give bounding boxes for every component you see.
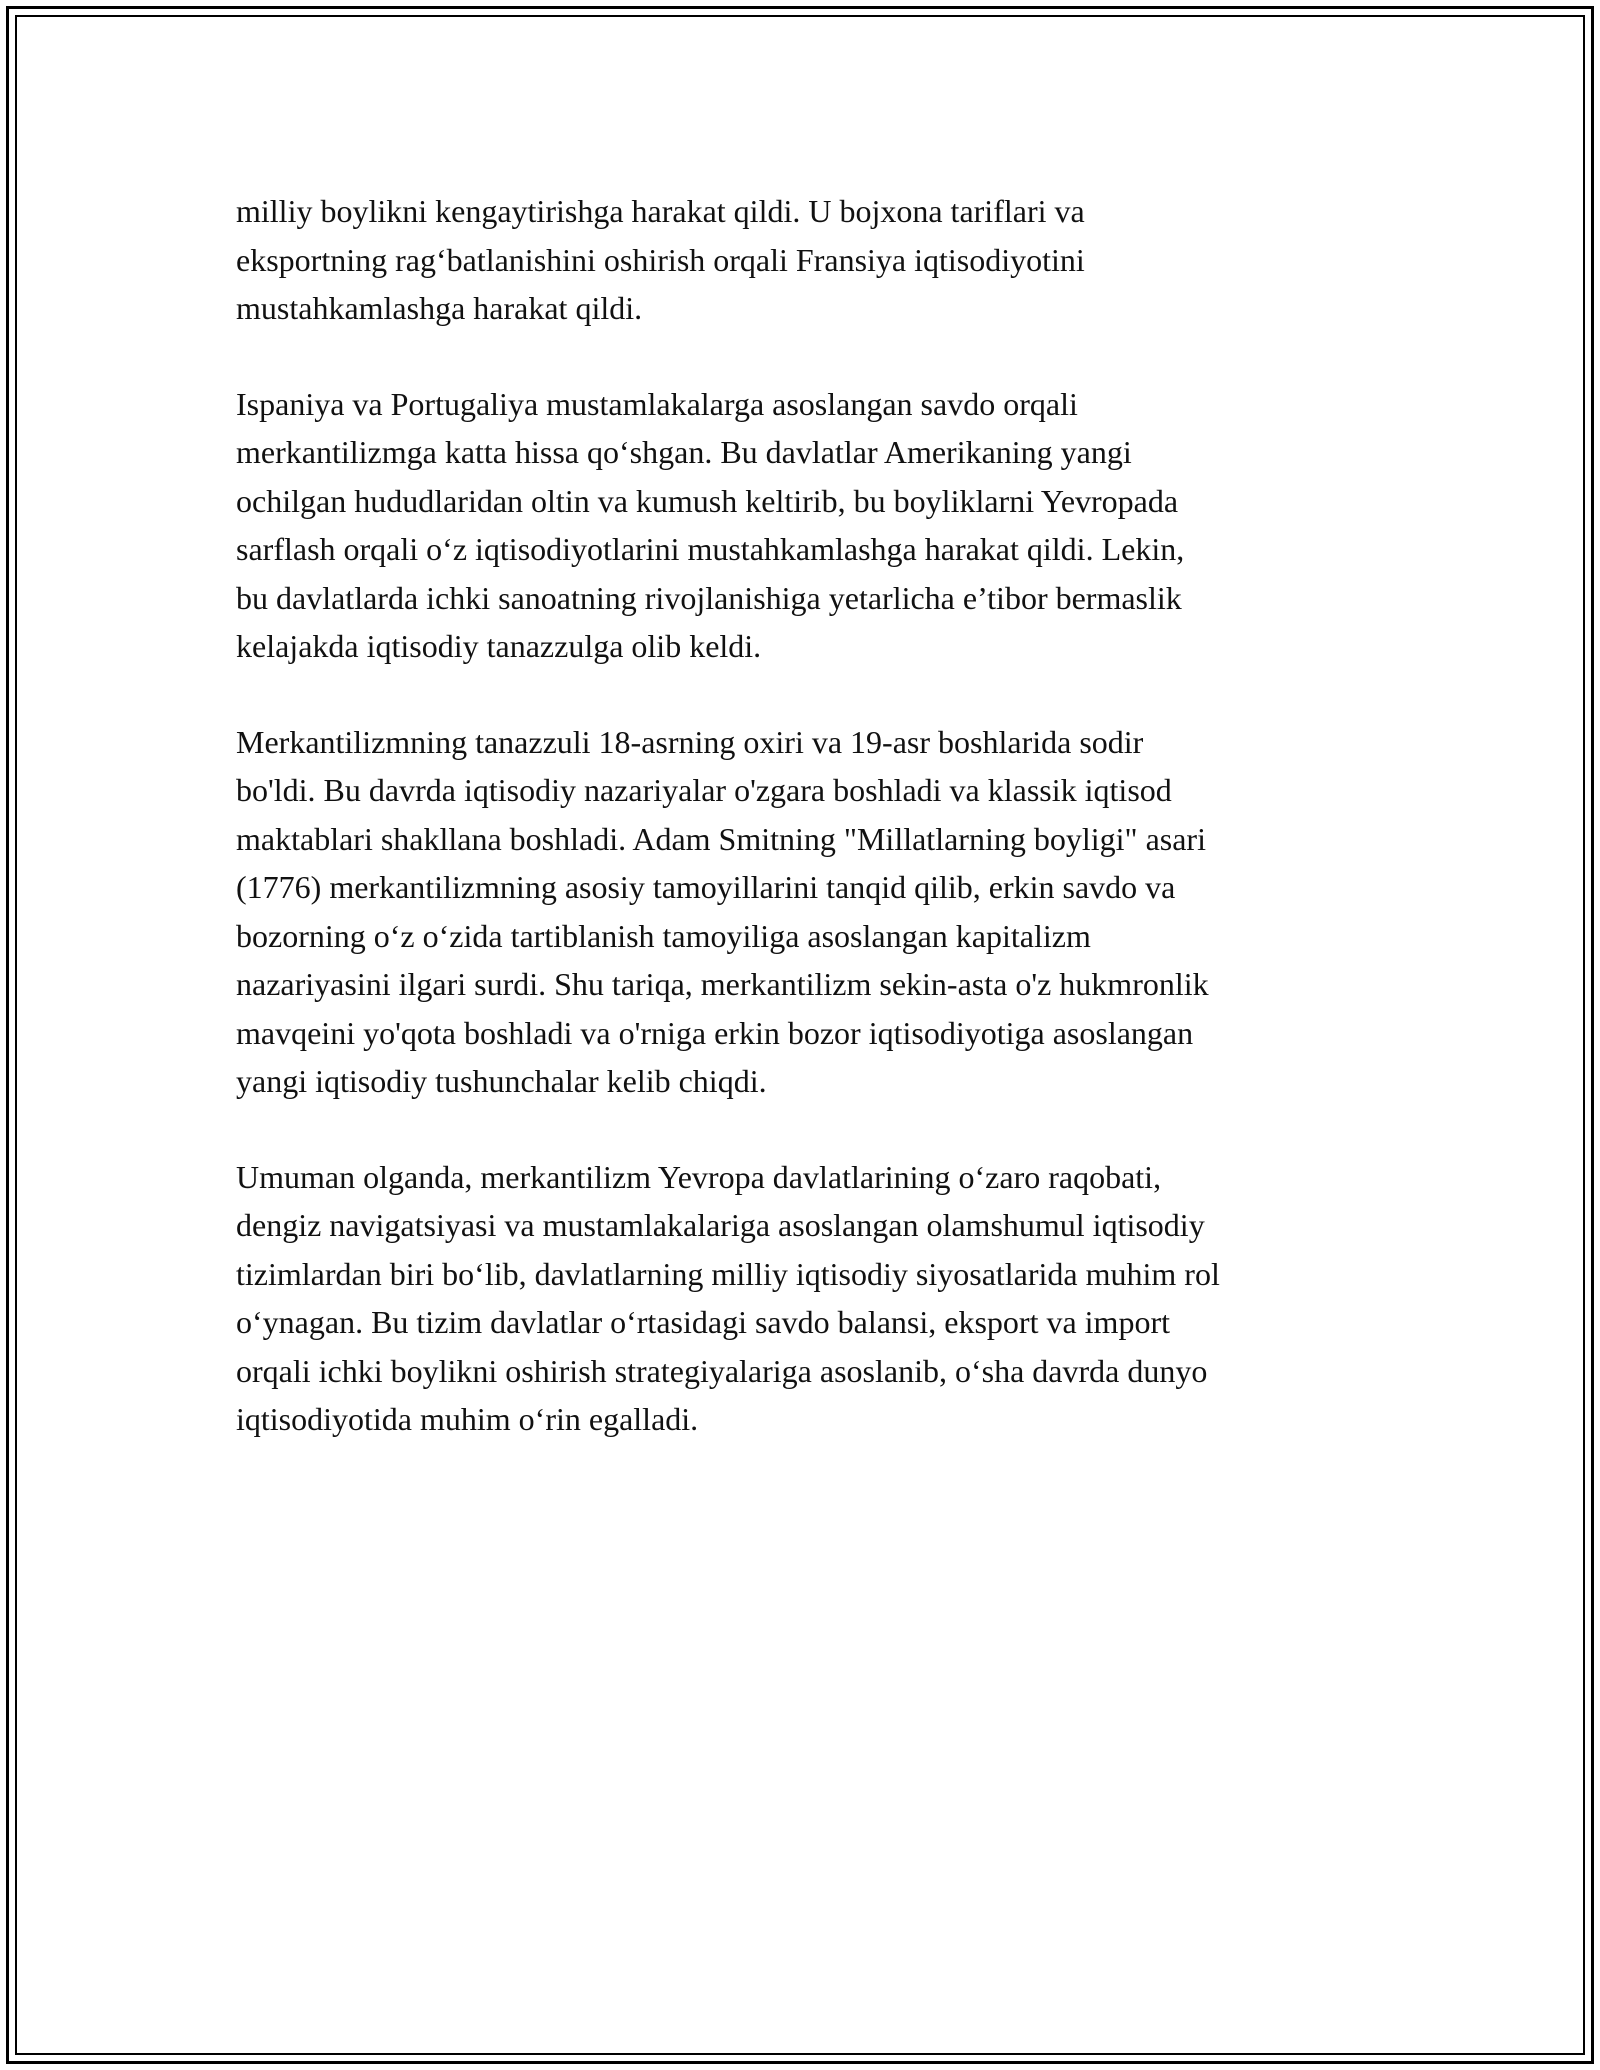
text-line: nazariyasini ilgari surdi. Shu tariqa, merkantilizm sekin-asta o'z hukmronlik bbox=[236, 966, 1209, 1002]
text-line: mavqeini yo'qota boshladi va o'rniga erkin bozor iqtisodiyotiga asoslangan bbox=[236, 1014, 1194, 1051]
text-line: Merkantilizmning tanazzuli 18-asrning oxiri va 19-asr boshlarida sodir bbox=[236, 723, 1144, 760]
paragraph bbox=[236, 380, 1396, 671]
text-line: bo'ldi. Bu davrda iqtisodiy nazariyalar o'zgara boshladi va klassik iqtisod bbox=[236, 772, 1172, 808]
text-line: Umuman olganda, merkantilizm Yevropa davlatlarining o‘zaro raqobati, bbox=[236, 1158, 1162, 1195]
text-line: o‘ynagan. Bu tizim davlatlar o‘rtasidagi savdo balansi, eksport va import bbox=[236, 1304, 1170, 1340]
paragraph bbox=[236, 187, 1396, 333]
text-line: ochilgan hududlaridan oltin va kumush keltirib, bu boyliklarni Yevropada bbox=[236, 482, 1179, 519]
text-line: merkantilizmga katta hissa qo‘shgan. Bu davlatlar Amerikaning yangi bbox=[236, 434, 1132, 470]
text-line: bozorning o‘z o‘zida tartiblanish tamoyiliga asoslangan kapitalizm bbox=[236, 917, 1091, 954]
text-line: bu davlatlarda ichki sanoatning rivojlanishiga yetarlicha e’tibor bermaslik bbox=[236, 579, 1182, 616]
paragraph bbox=[236, 718, 1396, 1106]
text-line: (1776) merkantilizmning asosiy tamoyillarini tanqid qilib, erkin savdo va bbox=[236, 869, 1176, 905]
document-body bbox=[236, 187, 1396, 1491]
text-line: Ispaniya va Portugaliya mustamlakalarga asoslangan savdo orqali bbox=[236, 385, 1078, 422]
text-line: orqali ichki boylikni oshirish strategiyalariga asoslanib, o‘sha davrda dunyo bbox=[236, 1352, 1208, 1389]
text-line: kelajakda iqtisodiy tanazzulga olib keldi. bbox=[236, 628, 762, 664]
text-line: mustahkamlashga harakat qildi. bbox=[236, 290, 643, 326]
text-line: eksportning rag‘batlanishini oshirish orqali Fransiya iqtisodiyotini bbox=[236, 241, 1085, 278]
text-line: sarflash orqali o‘z iqtisodiyotlarini mustahkamlashga harakat qildi. Lekin, bbox=[236, 531, 1185, 567]
text-line: dengiz navigatsiyasi va mustamlakalariga asoslangan olamshumul iqtisodiy bbox=[236, 1207, 1205, 1243]
paragraph bbox=[236, 1153, 1396, 1444]
text-line: iqtisodiyotida muhim o‘rin egalladi. bbox=[236, 1401, 699, 1437]
text-line: yangi iqtisodiy tushunchalar kelib chiqdi. bbox=[236, 1063, 767, 1099]
text-line: maktablari shakllana boshladi. Adam Smitning "Millatlarning boyligi" asari bbox=[236, 820, 1206, 857]
text-line: tizimlardan biri bo‘lib, davlatlarning milliy iqtisodiy siyosatlarida muhim rol bbox=[236, 1255, 1220, 1292]
text-line: milliy boylikni kengaytirishga harakat qildi. U bojxona tariflari va bbox=[236, 193, 1085, 229]
